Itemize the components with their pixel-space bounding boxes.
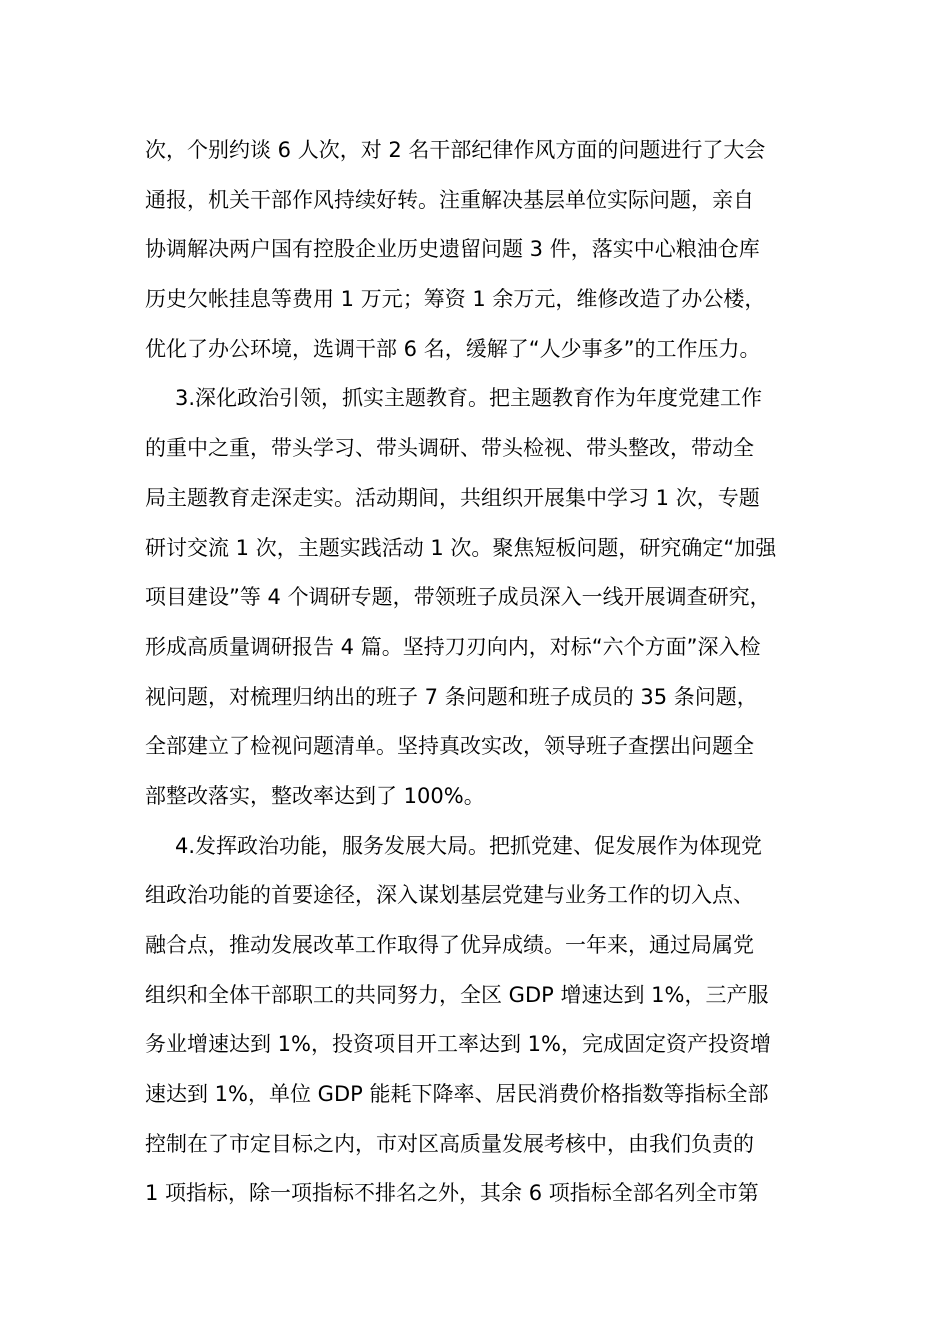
text-line: 协调解决两户国有控股企业历史遗留问题 3 件，落实中心粮油仓库 [145, 237, 760, 262]
text-line: 视问题，对梳理归纳出的班子 7 条问题和班子成员的 35 条问题， [145, 684, 758, 709]
text-line: 研讨交流 1 次，主题实践活动 1 次。聚焦短板问题，研究确定“加强 [145, 535, 777, 560]
text-line: 部整改落实，整改率达到了 100%。 [145, 783, 485, 808]
paragraph-3-start: 3.深化政治引领，抓实主题教育。把主题教育作为年度党建工作 [175, 386, 763, 411]
text-line: 组政治功能的首要途径，深入谋划基层党建与业务工作的切入点、 [145, 883, 754, 908]
text-line: 组织和全体干部职工的共同努力，全区 GDP 增速达到 1%，三产服 [145, 982, 769, 1007]
text-line: 优化了办公环境，选调干部 6 名，缓解了“人少事多”的工作压力。 [145, 336, 761, 361]
text-line: 形成高质量调研报告 4 篇。坚持刀刃向内，对标“六个方面”深入检 [145, 634, 761, 659]
text-line: 全部建立了检视问题清单。坚持真改实改，领导班子查摆出问题全 [145, 734, 754, 759]
text-line: 融合点，推动发展改革工作取得了优异成绩。一年来，通过局属党 [145, 933, 754, 957]
text-line: 局主题教育走深走实。活动期间，共组织开展集中学习 1 次，专题 [145, 485, 760, 510]
text-line: 的重中之重，带头学习、带头调研、带头检视、带头整改，带动全 [145, 436, 754, 461]
text-line: 通报，机关干部作风持续好转。注重解决基层单位实际问题，亲自 [145, 187, 754, 212]
text-line: 务业增速达到 1%，投资项目开工率达到 1%，完成固定资产投资增 [145, 1032, 771, 1057]
paragraph-4-start: 4.发挥政治功能，服务发展大局。把抓党建、促发展作为体现党 [175, 833, 763, 858]
text-line: 速达到 1%，单位 GDP 能耗下降率、居民消费价格指数等指标全部 [145, 1082, 769, 1107]
text-line: 1 项指标，除一项指标不排名之外，其余 6 项指标全部名列全市第 [145, 1181, 759, 1206]
document-body [145, 126, 807, 1219]
text-line: 次，个别约谈 6 人次，对 2 名干部纪律作风方面的问题进行了大会 [145, 138, 766, 162]
text-line: 项目建设”等 4 个调研专题，带领班子成员深入一线开展调查研究， [145, 585, 771, 610]
text-line: 历史欠帐挂息等费用 1 万元；筹资 1 余万元，维修改造了办公楼， [145, 287, 766, 312]
text-line: 控制在了市定目标之内，市对区高质量发展考核中，由我们负责的 [145, 1131, 754, 1156]
